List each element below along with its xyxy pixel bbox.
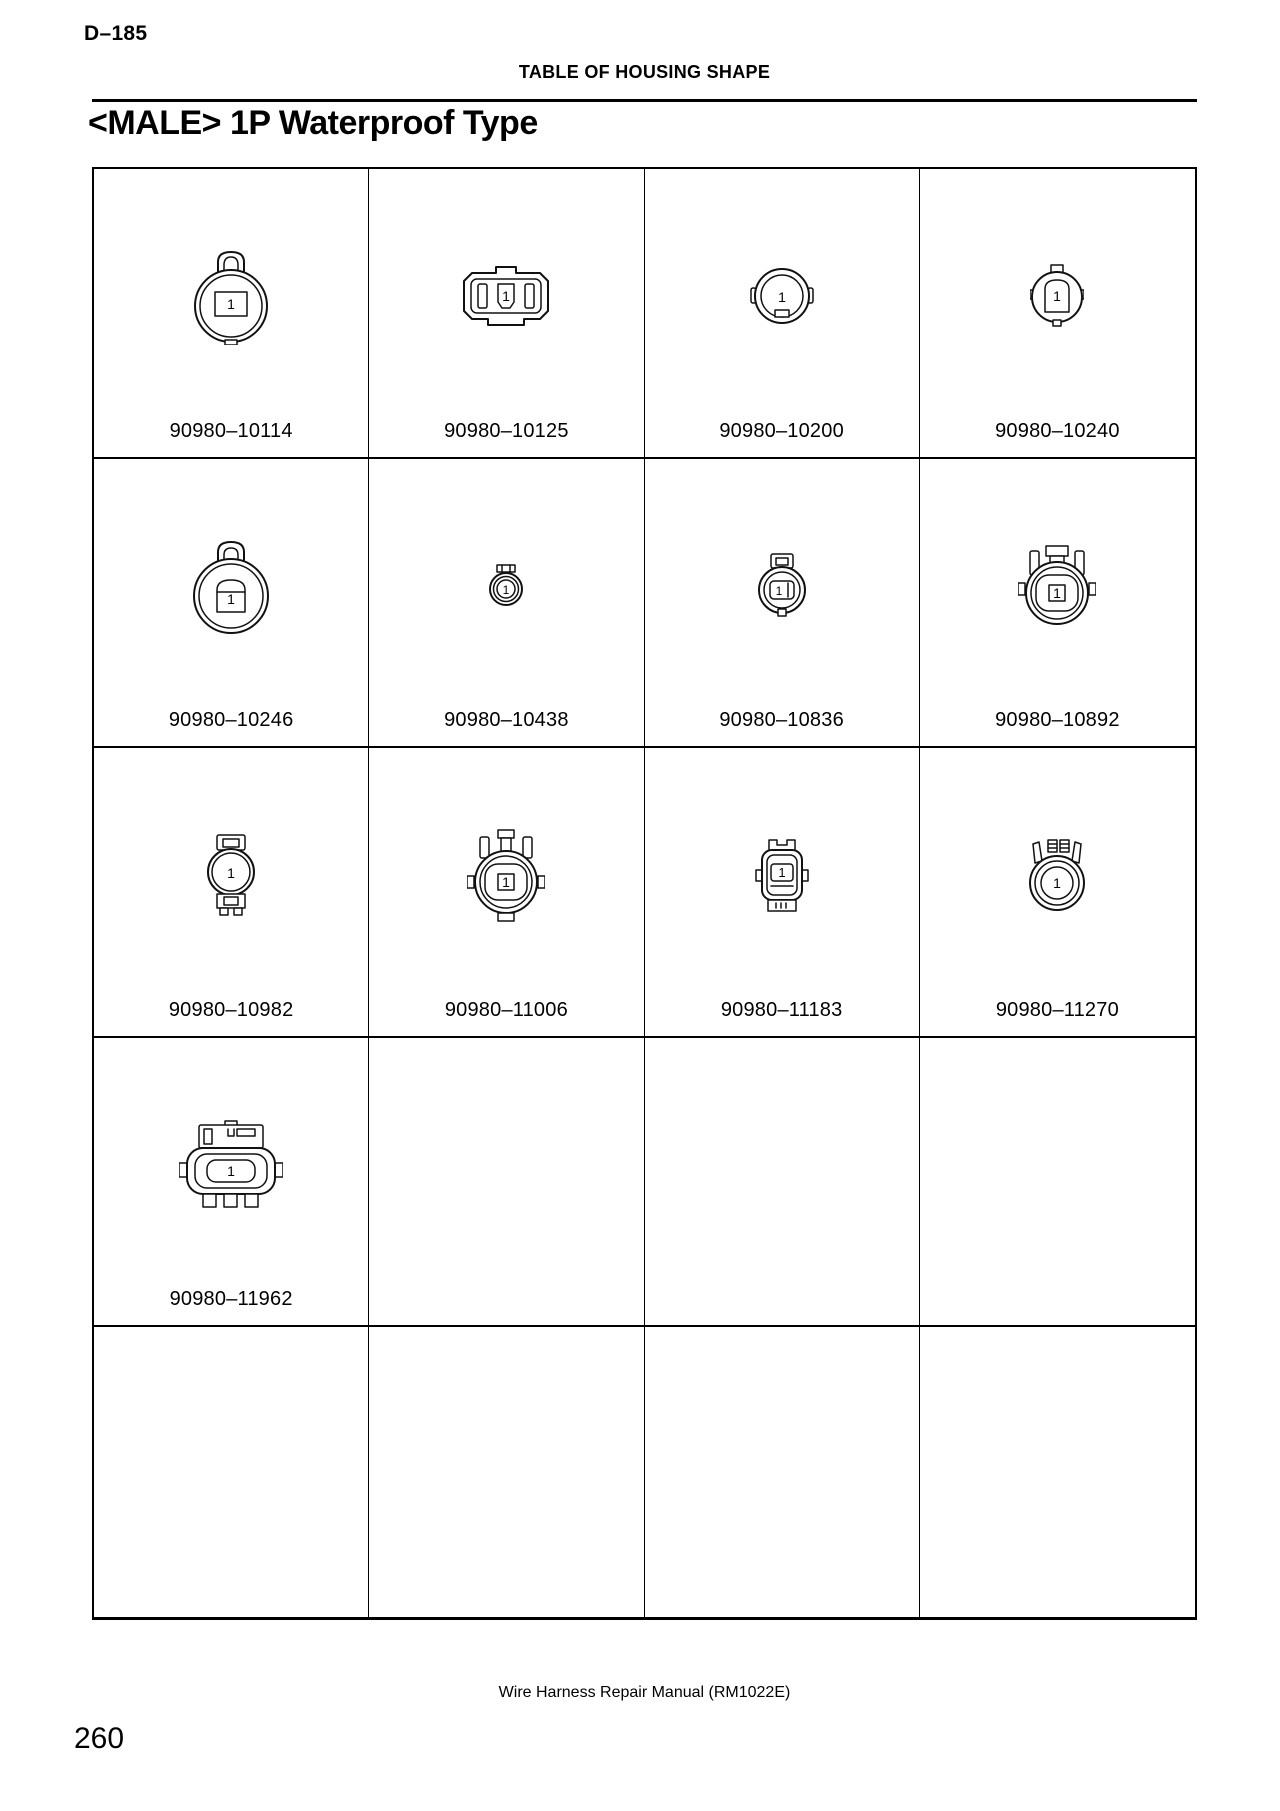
housing-cell: [920, 169, 1195, 459]
connector-diagram-90980-10125: [458, 263, 554, 329]
part-number: 90980–10125: [444, 419, 569, 442]
housing-cell: [920, 459, 1195, 749]
connector-diagram-90980-11183: [755, 836, 809, 914]
housing-cell: [94, 459, 369, 749]
cavity-number: 1: [1053, 287, 1062, 304]
connector-10240-icon: [1030, 263, 1084, 329]
connector-diagram-90980-11270: [1027, 837, 1087, 913]
part-number: 90980–11006: [444, 998, 568, 1021]
connector-diagram-90980-10200: [750, 267, 814, 325]
part-number: 90980–10892: [995, 709, 1120, 732]
housing-shape-table: [92, 167, 1197, 1620]
connector-10246-icon: [191, 536, 271, 634]
housing-cell: [920, 748, 1195, 1038]
housing-cell: [94, 748, 369, 1038]
part-number: 90980–11270: [995, 998, 1119, 1021]
housing-cell: [369, 169, 644, 459]
connector-diagram-90980-10246: [191, 536, 271, 634]
connector-10836-icon: [757, 551, 807, 619]
part-number: 90980–10240: [995, 419, 1120, 442]
connector-11183-icon: [755, 836, 809, 914]
housing-cell: [94, 169, 369, 459]
cavity-number: 1: [227, 864, 236, 881]
part-number: 90980–10246: [168, 709, 294, 732]
connector-10200-icon: [750, 267, 814, 325]
housing-cell: [369, 748, 644, 1038]
housing-cell: [369, 1038, 644, 1328]
footer-text: Wire Harness Repair Manual (RM1022E): [498, 1684, 791, 1701]
part-number: 90980–11962: [169, 1288, 293, 1311]
connector-11962-icon: [179, 1119, 283, 1211]
connector-11006-icon: [467, 828, 545, 922]
doc-code: D–185: [84, 22, 148, 45]
connector-10892-icon: [1018, 543, 1096, 627]
housing-cell: [645, 748, 920, 1038]
connector-diagram-90980-10240: [1030, 263, 1084, 329]
cavity-number: 1: [1053, 874, 1062, 891]
housing-cell: [369, 1327, 644, 1617]
cavity-number: 1: [502, 873, 511, 890]
cavity-number: 1: [778, 864, 786, 880]
part-number: 90980–10836: [719, 709, 844, 732]
cavity-number: 1: [227, 295, 236, 312]
housing-cell: [94, 1327, 369, 1617]
housing-cell: [645, 459, 920, 749]
page-title: <MALE> 1P Waterproof Type: [88, 104, 538, 142]
housing-cell: [920, 1038, 1195, 1328]
connector-diagram-90980-11962: [179, 1119, 283, 1211]
part-number: 90980–10438: [444, 709, 569, 732]
part-number: 90980–10200: [719, 419, 844, 442]
connector-diagram-90980-10982: [205, 833, 257, 917]
connector-diagram-90980-11006: [467, 828, 545, 922]
part-number: 90980–10114: [169, 419, 293, 442]
housing-cell: [645, 169, 920, 459]
running-header: TABLE OF HOUSING SHAPE: [518, 62, 771, 82]
cavity-number: 1: [777, 288, 786, 305]
cavity-number: 1: [503, 583, 510, 598]
cavity-number: 1: [227, 1162, 236, 1179]
connector-10125-icon: [458, 263, 554, 329]
cavity-number: 1: [1053, 585, 1062, 602]
cavity-number: 1: [502, 287, 511, 304]
housing-cell: [920, 1327, 1195, 1617]
connector-10438-icon: [487, 563, 525, 607]
page-number: 260: [74, 1722, 125, 1755]
connector-11270-icon: [1027, 837, 1087, 913]
connector-diagram-90980-10892: [1018, 543, 1096, 627]
connector-10114-icon: [193, 247, 269, 345]
housing-cell: [94, 1038, 369, 1328]
part-number: 90980–10982: [168, 998, 294, 1021]
connector-diagram-90980-10836: [757, 551, 807, 619]
connector-10982-icon: [205, 833, 257, 917]
part-number: 90980–11183: [720, 998, 843, 1021]
connector-diagram-90980-10438: [487, 563, 525, 607]
header-rule: [92, 99, 1197, 102]
housing-cell: [645, 1327, 920, 1617]
housing-cell: [369, 459, 644, 749]
housing-cell: [645, 1038, 920, 1328]
cavity-number: 1: [775, 584, 782, 599]
cavity-number: 1: [227, 591, 236, 608]
connector-diagram-90980-10114: [193, 247, 269, 345]
